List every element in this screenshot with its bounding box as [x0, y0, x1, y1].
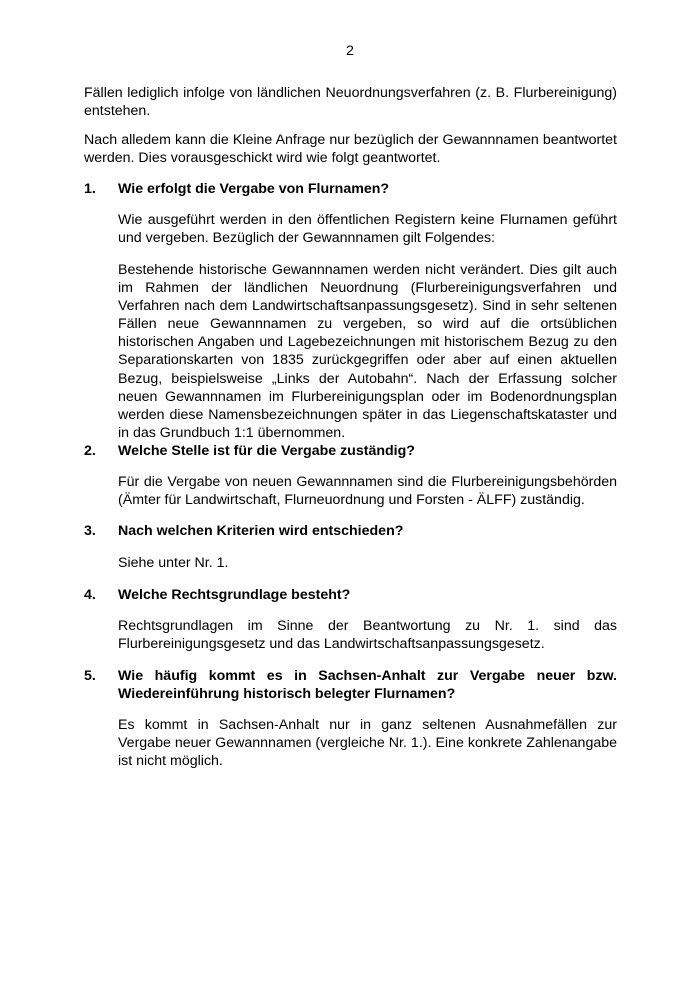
answer-1-paragraph-1: Wie ausgeführt werden in den öffentlichen Registern keine Flurnamen geführt und vergeben. Bezüglich der Gewannnamen gilt Folgendes: [118, 212, 617, 247]
question-4-number: 4. [84, 587, 96, 603]
answer-3-paragraph-1: Siehe unter Nr. 1. [118, 555, 229, 571]
question-3-text: Nach welchen Kriterien wird entschieden? [118, 523, 404, 539]
question-4-text: Welche Rechtsgrundlage besteht? [118, 587, 351, 603]
question-1-number: 1. [84, 181, 96, 197]
question-1-text: Wie erfolgt die Vergabe von Flurnamen? [118, 181, 390, 197]
answer-2-paragraph-1: Für die Vergabe von neuen Gewannnamen sind die Flurbereinigungsbehörden (Ämter für Landwirtschaft, Flurneuordnung und Forsten - ÄLFF) zuständig. [118, 474, 617, 509]
question-2-number: 2. [84, 443, 96, 459]
intro-paragraph-2: Nach alledem kann die Kleine Anfrage nur bezüglich der Gewannnamen beantwortet werden. Dies vorausgeschickt wird wie folgt geantwortet. [84, 132, 617, 167]
question-2-text: Welche Stelle ist für die Vergabe zuständig? [118, 443, 415, 459]
question-5-number: 5. [84, 668, 96, 684]
question-3-number: 3. [84, 523, 96, 539]
answer-5-paragraph-1: Es kommt in Sachsen-Anhalt nur in ganz seltenen Ausnahmefällen zur Vergabe neuer Gewannnamen (vergleiche Nr. 1.). Eine konkrete Zahlenangabe ist nicht möglich. [118, 717, 617, 770]
answer-4-paragraph-1: Rechtsgrundlagen im Sinne der Beantwortung zu Nr. 1. sind das Flurbereinigungsgesetz und das Landwirtschaftsanpassungsgesetz. [118, 618, 617, 653]
answer-1-paragraph-2: Bestehende historische Gewannnamen werden nicht verändert. Dies gilt auch im Rahmen der ländlichen Neuordnung (Flurbereinigungsverfahren und Verfahren nach dem Landwirtschaftsanpassungsgesetz). Sind in sehr seltenen Fällen neue Gewannnamen zu vergeben, so wird auf die ortsüblichen historischen Angaben und Lagebezeichnungen mit historischem Bezug zu den Separationskarten von 1835 zurückgegriffen oder aber auf einen aktuellen Bezug, beispielsweise „Links der Autobahn“. Nach der Erfassung solcher neuen Gewannnamen im Flurbereinigungsplan oder im Bodenordnungsplan werden diese Namensbezeichnungen später in das Liegenschaftskataster und in das Grundbuch 1:1 übernommen. [118, 262, 617, 441]
question-2-heading [84, 442, 617, 460]
question-1-heading [84, 180, 617, 198]
intro-paragraph-1: Fällen lediglich infolge von ländlichen Neuordnungsverfahren (z. B. Flurbereinigung) entstehen. [84, 85, 617, 120]
question-5-heading [84, 667, 617, 703]
question-3-heading [84, 522, 617, 540]
page-number: 2 [346, 43, 354, 59]
question-4-heading [84, 586, 617, 604]
question-5-text: Wie häufig kommt es in Sachsen-Anhalt zur Vergabe neuer bzw. Wiedereinführung historisch belegter Flurnamen? [118, 668, 617, 703]
